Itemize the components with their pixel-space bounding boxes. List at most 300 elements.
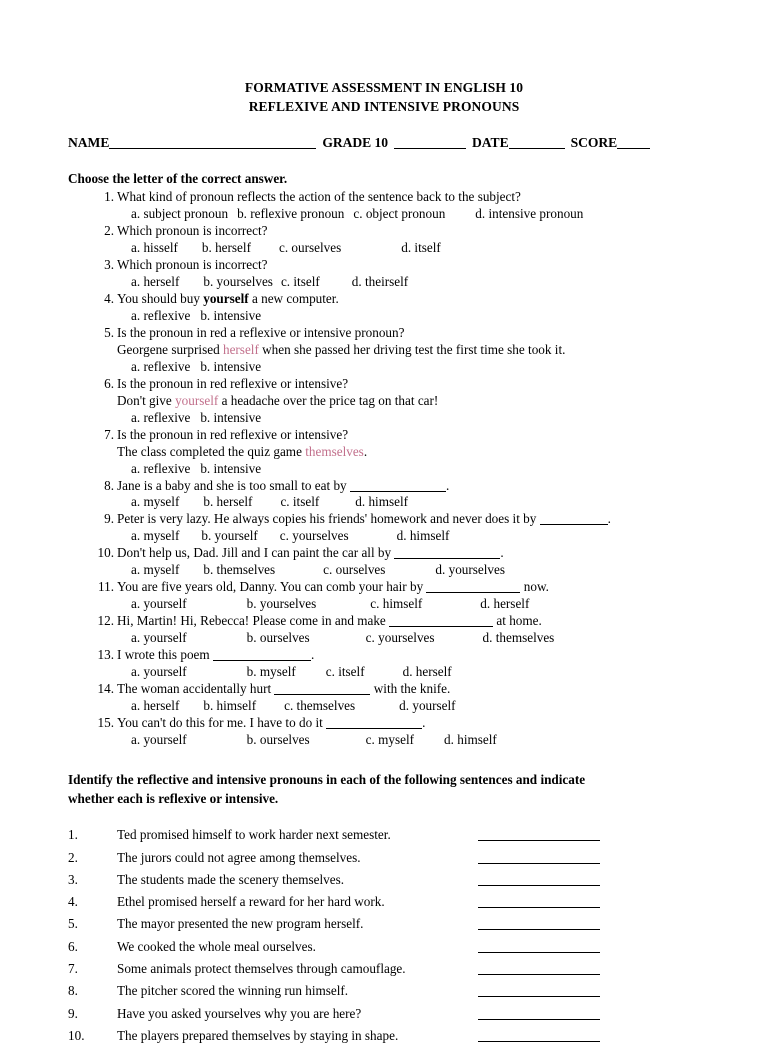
mc-option[interactable]	[247, 630, 310, 647]
mc-option-label: himself	[382, 596, 423, 612]
mc-question-blank[interactable]	[426, 592, 520, 593]
mc-options-row	[117, 274, 768, 291]
mc-option-label: yourselves	[378, 630, 435, 646]
mc-question	[0, 291, 768, 325]
mc-option[interactable]	[203, 494, 252, 511]
mc-option-letter: b.	[246, 630, 260, 646]
mc-option-label: ourselves	[291, 240, 342, 256]
mc-question-number: 1.	[104, 189, 114, 205]
mc-option-letter: a.	[131, 460, 144, 476]
mc-option[interactable]	[284, 698, 355, 715]
mc-question	[0, 511, 768, 545]
mc-question-number: 12.	[97, 613, 114, 629]
mc-option-label: himself	[409, 528, 450, 544]
mc-option-letter: a.	[131, 494, 144, 510]
mc-option[interactable]	[435, 562, 505, 579]
mc-question-text	[117, 291, 768, 308]
mc-option-letter: a.	[131, 664, 144, 679]
mc-question	[0, 189, 768, 223]
mc-option-letter: d.	[444, 731, 458, 747]
grade-input-line[interactable]	[394, 148, 466, 149]
mc-sentence-text: .	[363, 443, 368, 459]
mc-question-number: 6.	[104, 375, 114, 391]
mc-option-label: himself	[457, 731, 497, 747]
mc-option-label: yourself	[214, 528, 258, 544]
mc-option[interactable]	[480, 596, 529, 613]
mc-option-label: intensive	[213, 307, 262, 323]
mc-question-blank[interactable]	[350, 491, 446, 492]
mc-option-letter: a.	[131, 307, 144, 323]
document-title	[0, 0, 768, 116]
mc-option-label: ourselves	[259, 731, 310, 747]
mc-question-text: with the knife.	[370, 680, 451, 696]
multiple-choice-list	[0, 189, 768, 748]
mc-option-letter: a.	[131, 731, 144, 747]
mc-question-text	[117, 613, 768, 630]
mc-option-letter: d.	[482, 630, 496, 646]
mc-option-letter: a.	[131, 358, 144, 374]
identify-item-sentence: The mayor presented the new program herself.	[117, 916, 364, 932]
mc-option[interactable]	[444, 732, 497, 749]
part2-instruction-line-1: Identify the reflective and intensive pronouns in each of the following sentences and indicate	[68, 771, 586, 787]
identify-item	[0, 850, 768, 872]
mc-option-label: reflexive	[143, 460, 191, 476]
identify-item-number: 5.	[68, 916, 78, 932]
mc-option[interactable]	[117, 596, 187, 613]
mc-option-label: ourselves	[259, 630, 310, 646]
mc-option-label: yourselves	[292, 528, 349, 544]
mc-option-label: object pronoun	[365, 206, 446, 222]
mc-question-number: 15.	[97, 714, 114, 730]
date-label: DATE	[472, 135, 509, 151]
mc-options-row	[117, 596, 768, 613]
mc-question-text	[117, 579, 768, 596]
mc-option[interactable]	[279, 240, 341, 257]
mc-option[interactable]	[483, 630, 555, 647]
mc-question-text: at home.	[493, 613, 542, 629]
mc-question	[0, 325, 768, 376]
mc-option-letter: b.	[201, 528, 215, 544]
mc-option-letter: b.	[203, 274, 217, 290]
mc-option-letter: d.	[399, 697, 413, 713]
mc-options-row	[117, 630, 768, 647]
mc-option-label: itself	[292, 494, 320, 510]
mc-option-label: intensive	[213, 358, 262, 374]
mc-option[interactable]	[370, 596, 422, 613]
mc-option-label: herself	[215, 240, 251, 256]
student-info-bar	[68, 135, 700, 151]
mc-question	[0, 579, 768, 613]
mc-question-blank[interactable]	[394, 558, 500, 559]
mc-option[interactable]	[281, 274, 320, 291]
mc-question-text	[117, 647, 768, 664]
mc-options-row	[117, 206, 768, 223]
mc-option-label: yourself	[412, 697, 456, 713]
mc-option-label: themselves	[296, 697, 356, 713]
mc-option-label: yourself	[143, 596, 187, 612]
mc-option-letter: c.	[365, 630, 379, 646]
mc-option[interactable]	[323, 562, 385, 579]
mc-option-letter: a.	[131, 240, 144, 256]
identify-answer-line[interactable]	[478, 907, 600, 908]
identify-list	[0, 827, 768, 1050]
mc-option-label: reflexive	[143, 307, 191, 323]
mc-options-row	[117, 664, 768, 681]
mc-option[interactable]	[326, 664, 365, 681]
mc-question-number: 11.	[98, 579, 114, 595]
mc-option-letter: d.	[401, 240, 415, 256]
mc-option[interactable]	[117, 528, 179, 545]
mc-options-row	[117, 528, 768, 545]
mc-option-label: yourselves	[448, 562, 506, 578]
mc-option[interactable]	[355, 494, 408, 511]
mc-option[interactable]	[117, 274, 179, 291]
mc-option-label: subject pronoun	[143, 206, 229, 222]
mc-option-label: herself	[415, 664, 452, 679]
mc-option-letter: b.	[200, 409, 214, 425]
mc-option-letter: c.	[323, 562, 336, 578]
mc-question	[0, 613, 768, 647]
mc-options-row	[117, 494, 768, 511]
mc-option-label: yourself	[143, 630, 187, 646]
mc-option-letter: c.	[279, 528, 293, 544]
identify-answer-line[interactable]	[478, 952, 600, 953]
identify-item-number: 6.	[68, 938, 78, 954]
mc-question	[0, 478, 768, 512]
mc-question-sentence	[117, 444, 768, 461]
mc-question-text: Is the pronoun in red reflexive or intensive?	[117, 375, 349, 391]
mc-option-letter: d.	[396, 528, 410, 544]
mc-question-text	[117, 681, 768, 698]
mc-option-label: herself	[143, 697, 180, 713]
mc-option-letter: c.	[280, 274, 294, 290]
mc-option-letter: a.	[131, 206, 144, 222]
identify-answer-line[interactable]	[478, 929, 600, 930]
mc-option-letter: b.	[246, 731, 260, 747]
mc-question-number: 14.	[97, 680, 114, 696]
mc-option[interactable]	[200, 461, 261, 478]
mc-option-letter: d.	[351, 274, 365, 290]
mc-question-text: I wrote this poem	[117, 647, 213, 663]
identify-item	[0, 1028, 768, 1050]
mc-option-label: herself	[216, 494, 253, 510]
mc-question-text: Is the pronoun in red a reflexive or intensive pronoun?	[117, 324, 405, 340]
mc-question-text: Which pronoun is incorrect?	[117, 257, 268, 273]
identify-item-sentence: The players prepared themselves by staying in shape.	[117, 1027, 399, 1043]
mc-option[interactable]	[247, 596, 317, 613]
mc-sentence-text: Georgene surprised	[117, 341, 223, 357]
mc-option[interactable]	[117, 698, 179, 715]
mc-question-text: .	[607, 511, 611, 527]
identify-answer-line[interactable]	[478, 1041, 600, 1042]
mc-option[interactable]	[203, 698, 256, 715]
identify-item-number: 9.	[68, 1005, 78, 1021]
mc-option[interactable]	[399, 698, 455, 715]
name-label: NAME	[68, 135, 110, 151]
mc-sentence-text: a headache over the price tag on that car!	[218, 392, 439, 408]
mc-option[interactable]	[352, 274, 408, 291]
mc-option[interactable]	[280, 494, 319, 511]
mc-option[interactable]	[280, 528, 349, 545]
mc-option[interactable]	[401, 240, 441, 257]
mc-option-label: himself	[216, 697, 257, 713]
identify-item-sentence: Have you asked yourselves why you are here?	[117, 1005, 362, 1021]
mc-sentence-highlighted-pronoun: yourself	[175, 392, 219, 408]
mc-option-label: intensive	[213, 460, 262, 476]
mc-option-label: hisself	[143, 240, 178, 256]
identify-item-sentence: The pitcher scored the winning run himself.	[117, 983, 349, 999]
mc-option-letter: b.	[237, 206, 251, 222]
identify-item-number: 8.	[68, 983, 78, 999]
mc-question-text	[117, 715, 768, 732]
mc-options-row	[117, 732, 768, 749]
mc-option-label: itself	[293, 274, 320, 290]
mc-question-text	[117, 511, 768, 528]
mc-question-text: Peter is very lazy. He always copies his friends' homework and never does it by	[117, 511, 540, 527]
mc-option-letter: b.	[200, 460, 214, 476]
mc-sentence-highlighted-pronoun: themselves	[305, 443, 364, 459]
mc-option-label: yourselves	[216, 274, 273, 290]
mc-question-text: .	[500, 545, 504, 561]
mc-option[interactable]	[403, 664, 452, 681]
identify-item-number: 3.	[68, 871, 78, 887]
mc-options-row	[117, 308, 768, 325]
mc-option-letter: a.	[131, 562, 144, 578]
mc-question-text: Is the pronoun in red reflexive or intensive?	[117, 426, 349, 442]
identify-answer-line[interactable]	[478, 840, 600, 841]
identify-item	[0, 916, 768, 938]
mc-question-text: What kind of pronoun reflects the action of the sentence back to the subject?	[117, 189, 521, 205]
date-input-line[interactable]	[509, 148, 565, 149]
mc-option-label: herself	[493, 596, 530, 612]
mc-option-label: itself	[338, 664, 365, 679]
mc-option[interactable]	[117, 461, 190, 478]
identify-answer-line[interactable]	[478, 863, 600, 864]
mc-question-text: a new computer.	[248, 291, 339, 307]
score-input-line[interactable]	[617, 148, 650, 149]
mc-option-label: themselves	[216, 562, 276, 578]
part1-instruction: Choose the letter of the correct answer.	[68, 171, 288, 187]
mc-question-text: .	[445, 477, 450, 493]
mc-question-number: 5.	[104, 324, 114, 340]
mc-options-row	[117, 698, 768, 715]
mc-option[interactable]	[366, 732, 414, 749]
mc-option[interactable]	[247, 664, 296, 681]
mc-question	[0, 715, 768, 749]
mc-option-letter: c.	[280, 494, 293, 510]
mc-option-letter: b.	[203, 494, 217, 510]
mc-option-letter: b.	[201, 240, 216, 256]
mc-option-label: intensive	[213, 409, 262, 425]
mc-question-sentence	[117, 393, 768, 410]
mc-options-row	[117, 562, 768, 579]
mc-option-label: itself	[414, 240, 441, 256]
identify-answer-line[interactable]	[478, 974, 600, 975]
mc-option-letter: c.	[325, 664, 339, 679]
mc-option[interactable]	[397, 528, 450, 545]
mc-question	[0, 681, 768, 715]
mc-option[interactable]	[117, 630, 187, 647]
mc-option-letter: c.	[284, 697, 297, 713]
mc-option-letter: c.	[353, 206, 366, 222]
mc-option-letter: a.	[131, 274, 144, 290]
mc-option[interactable]	[117, 494, 179, 511]
mc-question-text: now.	[520, 579, 549, 595]
mc-option[interactable]	[202, 240, 251, 257]
mc-option-letter: b.	[203, 697, 217, 713]
mc-question	[0, 545, 768, 579]
mc-question-text: You should buy	[117, 291, 204, 307]
identify-answer-line[interactable]	[478, 996, 600, 997]
mc-question-number: 8.	[104, 477, 114, 493]
identify-item-sentence: Ethel promised herself a reward for her hard work.	[117, 894, 385, 910]
mc-option[interactable]	[201, 528, 257, 545]
mc-question-sentence	[117, 342, 768, 359]
mc-options-row	[117, 359, 768, 376]
mc-option-letter: b.	[203, 562, 217, 578]
mc-option-label: yourselves	[259, 596, 317, 612]
mc-question-bold-pronoun: yourself	[203, 291, 249, 307]
mc-option-letter: b.	[200, 307, 214, 323]
identify-item	[0, 961, 768, 983]
mc-option-letter: d.	[480, 596, 494, 612]
identify-answer-line[interactable]	[478, 885, 600, 886]
part2-instruction-line-2: whether each is reflexive or intensive.	[68, 790, 279, 806]
identify-item-number: 7.	[68, 961, 78, 977]
mc-option-letter: a.	[131, 630, 144, 646]
mc-question-number: 13.	[97, 647, 114, 663]
mc-option-label: reflexive pronoun	[250, 206, 345, 222]
identify-item-sentence: Some animals protect themselves through camouflage.	[117, 961, 406, 977]
mc-option[interactable]	[200, 359, 261, 376]
mc-option-label: yourself	[143, 731, 187, 747]
mc-question	[0, 257, 768, 291]
mc-option[interactable]	[117, 308, 190, 325]
mc-option[interactable]	[475, 206, 583, 223]
grade-label: GRADE 10	[322, 135, 389, 151]
mc-question	[0, 647, 768, 681]
mc-options-row	[117, 240, 768, 257]
identify-item-sentence: We cooked the whole meal ourselves.	[117, 938, 316, 954]
mc-option-label: themselves	[495, 630, 555, 646]
mc-option[interactable]	[203, 274, 273, 291]
mc-option[interactable]	[117, 206, 228, 223]
mc-question-text: You are five years old, Danny. You can comb your hair by	[117, 579, 427, 595]
identify-item-number: 4.	[68, 894, 78, 910]
mc-question	[0, 427, 768, 478]
mc-question-text: Which pronoun is incorrect?	[117, 223, 268, 239]
mc-question-blank[interactable]	[326, 728, 422, 729]
name-input-line[interactable]	[109, 148, 316, 149]
mc-option-label: theirself	[364, 274, 409, 290]
mc-option-letter: a.	[131, 596, 144, 612]
mc-option-label: myself	[143, 562, 180, 578]
mc-option-label: reflexive	[143, 358, 191, 374]
mc-question-number: 2.	[104, 223, 114, 239]
mc-option-label: myself	[259, 664, 296, 679]
mc-question-number: 4.	[104, 291, 114, 307]
mc-question-text: The woman accidentally hurt	[117, 680, 275, 696]
mc-options-row	[117, 461, 768, 478]
mc-option-label: myself	[143, 494, 180, 510]
mc-option[interactable]	[117, 240, 178, 257]
mc-option-letter: a.	[131, 697, 144, 713]
mc-option-letter: c.	[365, 731, 379, 747]
identify-item-number: 1.	[68, 827, 78, 843]
identify-item	[0, 827, 768, 849]
mc-question-text: Jane is a baby and she is too small to eat by	[117, 477, 350, 493]
mc-question-text	[117, 545, 768, 562]
mc-options-row	[117, 410, 768, 427]
identify-item	[0, 983, 768, 1005]
title-line-1: FORMATIVE ASSESSMENT IN ENGLISH 10	[244, 80, 524, 95]
mc-option[interactable]	[117, 410, 190, 427]
identify-item	[0, 894, 768, 916]
mc-question-blank[interactable]	[540, 524, 608, 525]
mc-sentence-text: when she passed her driving test the first time she took it.	[258, 341, 566, 357]
mc-option[interactable]	[203, 562, 275, 579]
mc-question-text: Hi, Martin! Hi, Rebecca! Please come in and make	[117, 613, 390, 629]
mc-question	[0, 376, 768, 427]
score-label: SCORE	[570, 135, 618, 151]
mc-option[interactable]	[117, 664, 187, 681]
part2-instruction	[68, 771, 700, 808]
mc-question-text: Don't help us, Dad. Jill and I can paint the car all by	[117, 545, 395, 561]
mc-option-letter: c.	[370, 596, 383, 612]
mc-option-label: myself	[378, 731, 415, 747]
mc-option-letter: d.	[475, 206, 489, 222]
mc-option-letter: a.	[131, 409, 144, 425]
mc-question-text: .	[422, 714, 426, 730]
mc-option[interactable]	[117, 732, 187, 749]
mc-option-letter: b.	[246, 664, 260, 679]
mc-option-letter: b.	[200, 358, 214, 374]
mc-question-blank[interactable]	[274, 694, 370, 695]
mc-option-letter: d.	[402, 664, 416, 679]
mc-option[interactable]	[200, 308, 261, 325]
identify-item-sentence: Ted promised himself to work harder next semester.	[117, 827, 391, 843]
mc-question-number: 10.	[97, 545, 114, 561]
mc-option[interactable]	[237, 206, 344, 223]
identify-item-sentence: The students made the scenery themselves.	[117, 871, 345, 887]
mc-option-label: ourselves	[335, 562, 386, 578]
mc-question-blank[interactable]	[213, 660, 311, 661]
mc-question	[0, 223, 768, 257]
identify-answer-line[interactable]	[478, 1019, 600, 1020]
mc-option-label: reflexive	[143, 409, 191, 425]
mc-option[interactable]	[247, 732, 310, 749]
mc-question-number: 9.	[104, 511, 114, 527]
mc-sentence-text: Don't give	[117, 392, 176, 408]
mc-question-text: .	[310, 647, 315, 663]
identify-item	[0, 1006, 768, 1028]
identify-item-number: 2.	[68, 849, 78, 865]
mc-option[interactable]	[200, 410, 261, 427]
mc-option[interactable]	[366, 630, 435, 647]
mc-option-label: myself	[143, 528, 180, 544]
mc-option[interactable]	[117, 562, 179, 579]
mc-option[interactable]	[117, 359, 190, 376]
mc-option-letter: d.	[355, 494, 369, 510]
mc-option[interactable]	[353, 206, 445, 223]
mc-sentence-text: The class completed the quiz game	[117, 443, 306, 459]
mc-question-number: 7.	[104, 426, 114, 442]
mc-sentence-highlighted-pronoun: herself	[222, 341, 259, 357]
identify-item-number: 10.	[68, 1027, 85, 1043]
identify-item-sentence: The jurors could not agree among themselves.	[117, 849, 361, 865]
mc-question-blank[interactable]	[389, 626, 493, 627]
mc-option-label: yourself	[143, 664, 187, 679]
